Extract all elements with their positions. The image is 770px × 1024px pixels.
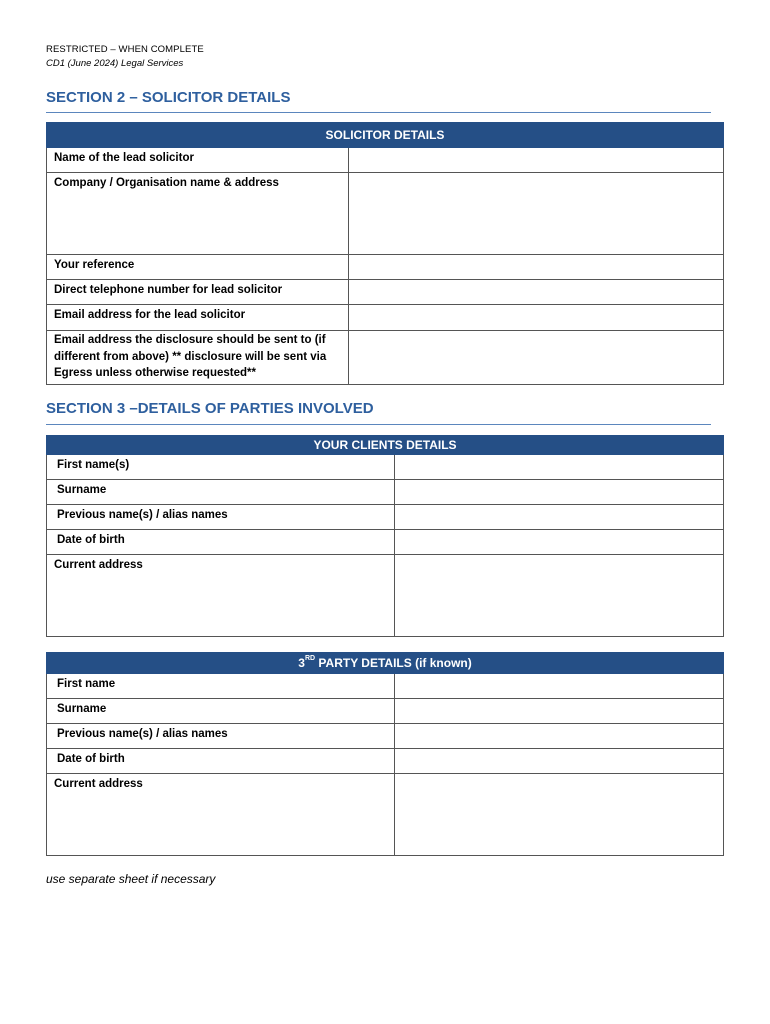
third-party-first-name-label: First name [47,674,395,699]
third-party-surname-field[interactable] [395,699,724,724]
company-name-address-field[interactable] [349,173,724,255]
lead-solicitor-name-field[interactable] [349,148,724,173]
third-party-surname-label: Surname [47,699,395,724]
restricted-label: RESTRICTED – WHEN COMPLETE [46,44,204,55]
third-party-current-address-label: Current address [47,774,395,856]
company-name-address-label: Company / Organisation name & address [47,173,349,255]
clients-details-heading: YOUR CLIENTS DETAILS [47,436,724,455]
client-previous-names-field[interactable] [395,505,724,530]
section-3-title: SECTION 3 –DETAILS OF PARTIES INVOLVED [46,400,374,417]
lead-solicitor-name-label: Name of the lead solicitor [47,148,349,173]
third-party-details-heading: 3RD PARTY DETAILS (if known) [47,653,724,674]
disclosure-email-field[interactable] [349,331,724,385]
client-surname-label: Surname [47,480,395,505]
section-2-rule [46,112,711,113]
solicitor-telephone-label: Direct telephone number for lead solicitor [47,280,349,305]
clients-details-table [46,435,724,637]
third-party-date-of-birth-field[interactable] [395,749,724,774]
client-first-name-field[interactable] [395,455,724,480]
third-party-current-address-field[interactable] [395,774,724,856]
separate-sheet-note: use separate sheet if necessary [46,872,216,886]
section-2-title: SECTION 2 – SOLICITOR DETAILS [46,89,291,106]
form-reference: CD1 (June 2024) Legal Services [46,58,184,69]
client-date-of-birth-label: Date of birth [47,530,395,555]
solicitor-email-label: Email address for the lead solicitor [47,305,349,331]
third-party-date-of-birth-label: Date of birth [47,749,395,774]
client-date-of-birth-field[interactable] [395,530,724,555]
client-first-name-label: First name(s) [47,455,395,480]
third-party-details-table [46,652,724,856]
solicitor-details-table [46,122,724,385]
your-reference-label: Your reference [47,255,349,280]
third-party-first-name-field[interactable] [395,674,724,699]
third-party-previous-names-field[interactable] [395,724,724,749]
disclosure-email-label: Email address the disclosure should be sent to (if different from above) ** disclosure will be sent via Egress unless otherwise requested** [47,331,349,385]
client-current-address-field[interactable] [395,555,724,637]
section-3-rule [46,424,711,425]
your-reference-field[interactable] [349,255,724,280]
solicitor-details-heading: SOLICITOR DETAILS [47,123,724,148]
solicitor-email-field[interactable] [349,305,724,331]
client-previous-names-label: Previous name(s) / alias names [47,505,395,530]
client-current-address-label: Current address [47,555,395,637]
third-party-previous-names-label: Previous name(s) / alias names [47,724,395,749]
client-surname-field[interactable] [395,480,724,505]
solicitor-telephone-field[interactable] [349,280,724,305]
